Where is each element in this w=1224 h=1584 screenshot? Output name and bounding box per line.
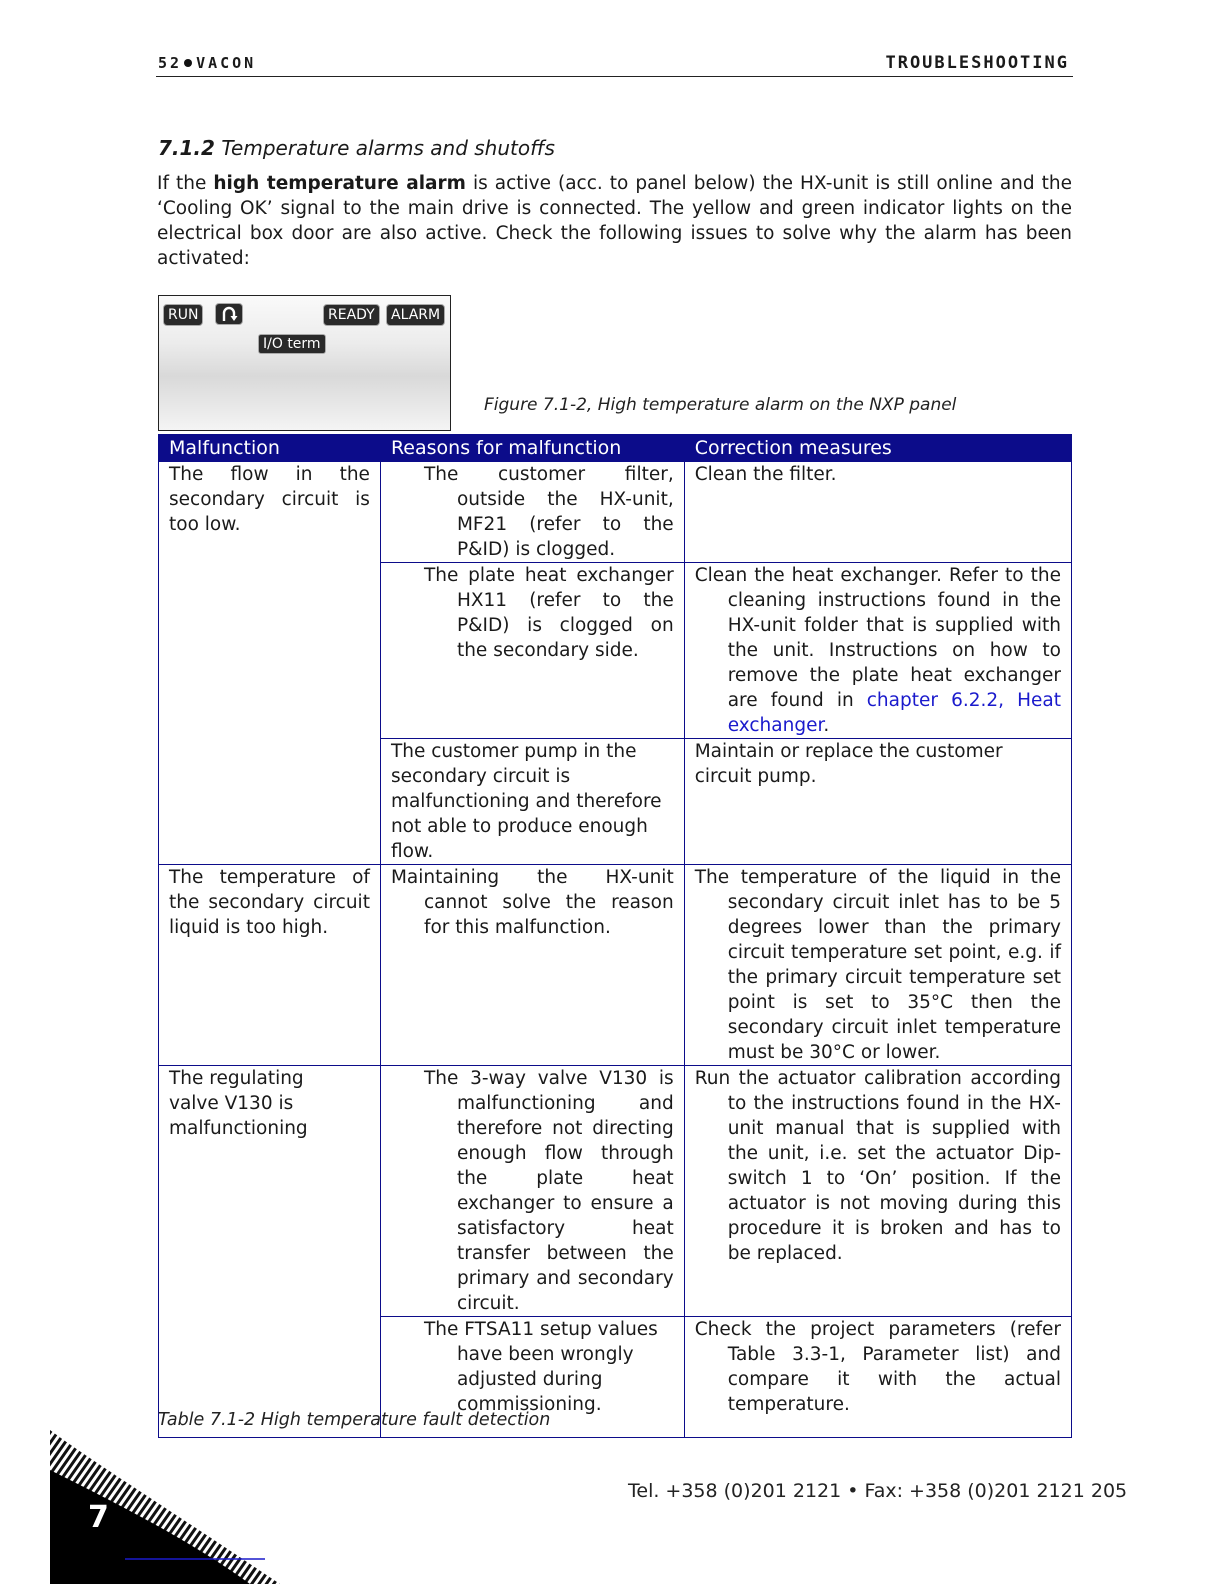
header-left (158, 54, 256, 72)
header-corrections: Correction measures (684, 435, 1071, 462)
section-title: Temperature alarms and shutoffs (221, 136, 555, 160)
figure-caption: Figure 7.1-2, High temperature alarm on the NXP panel (484, 395, 957, 415)
correction-text-end: . (823, 715, 830, 736)
table-row (159, 865, 1072, 1066)
malfunction-cell: The flow in the secondary circuit is too low. (159, 462, 381, 865)
intro-bold-term: high temperature alarm (213, 173, 466, 194)
footer-contact: Tel. +358 (0)201 2121 • Fax: +358 (0)201 2121 205 (628, 1480, 1128, 1502)
alarm-indicator: ALARM (386, 304, 445, 326)
header-malfunction: Malfunction (159, 435, 381, 462)
correction-cell (684, 462, 1071, 563)
reason-text: The plate heat exchanger HX11 (refer to the P&ID) is clogged on the secondary side. (423, 565, 674, 661)
correction-text: Clean the filter. (694, 464, 837, 485)
reason-cell (380, 1066, 684, 1317)
intro-paragraph (157, 171, 1072, 271)
section-heading (158, 136, 555, 160)
reason-cell (380, 563, 684, 739)
page-number: 52 (158, 54, 183, 72)
run-indicator: RUN (163, 304, 203, 326)
correction-cell (684, 865, 1071, 1066)
malfunction-cell: The temperature of the secondary circuit liquid is too high. (159, 865, 381, 1066)
correction-text: The temperature of the liquid in the secondary circuit inlet has to be 5 degrees lower than the primary circuit temperature set point, e.g. if the primary circuit temperature set point is set to 35°C then the secondary circuit inlet temperature must be 30°C or lower. (694, 867, 1061, 1063)
table-caption: Table 7.1-2 High temperature fault detection (158, 1410, 551, 1430)
nxp-panel-figure (158, 295, 451, 431)
section-number: 7.1.2 (158, 136, 215, 160)
correction-cell (684, 563, 1071, 739)
correction-cell (684, 739, 1071, 865)
rotation-arrow-icon (215, 303, 243, 325)
reason-text: Maintaining the HX-unit cannot solve the reason for this malfunction. (390, 867, 674, 938)
table-row (159, 462, 1072, 563)
chapter-corner-graphic (50, 1430, 280, 1584)
correction-text: Run the actuator calibration according to the instructions found in the HX-unit manual that is supplied with the unit, i.e. set the actuator Dip-switch 1 to ‘On’ position. If the actuator is not moving during this procedure it is broken and has to be replaced. (694, 1068, 1061, 1264)
reason-cell (380, 739, 684, 865)
malfunction-cell (159, 1066, 381, 1438)
intro-text-end: is active (acc. to panel below) the HX-unit is still online and the ‘Cooling OK’ signal to the main drive is connected. The yellow and green indicator lights on the electrical box door are also active. Check the following issues to solve why the alarm has been activated: (157, 173, 1073, 269)
ready-indicator: READY (323, 304, 380, 326)
correction-cell (684, 1317, 1071, 1438)
page-header (156, 50, 1073, 77)
io-term-indicator: I/O term (258, 334, 326, 354)
chapter-number: 7 (88, 1500, 109, 1535)
correction-text: Maintain or replace the customer circuit pump. (694, 741, 1003, 787)
reason-cell (380, 462, 684, 563)
intro-text-start: If the (157, 173, 214, 194)
bullet-icon (184, 59, 192, 67)
chapter-link[interactable]: chapter 6.2.2, Heat exchanger (727, 690, 1061, 736)
brand-name: VACON (196, 54, 257, 72)
table-row (159, 1066, 1072, 1317)
malfunction-text: The regulating valve V130 is malfunctioning (169, 1068, 308, 1139)
fault-table (158, 434, 1072, 1438)
table-header-row (159, 435, 1072, 462)
reason-cell (380, 865, 684, 1066)
reason-text: The FTSA11 setup values have been wrongly adjusted during commissioning. (423, 1319, 658, 1415)
correction-text: Check the project parameters (refer Table 3.3-1, Parameter list) and compare it with the actual temperature. (694, 1319, 1061, 1415)
reason-text: The 3-way valve V130 is malfunctioning and therefore not directing enough flow through the plate heat exchanger to ensure a satisfactory heat transfer between the primary and secondary circuit. (423, 1068, 674, 1314)
reason-text: The customer pump in the secondary circuit is malfunctioning and therefore not able to produce enough flow. (390, 741, 662, 862)
correction-text-start: Clean the heat exchanger. Refer to the cleaning instructions found in the HX-unit folder that is supplied with the unit. Instructions on how to remove the plate heat exchanger are found in (694, 565, 1061, 711)
header-section: TROUBLESHOOTING (885, 53, 1069, 73)
reason-text: The customer filter, outside the HX-unit, MF21 (refer to the P&ID) is clogged. (423, 464, 674, 560)
correction-text (695, 563, 1061, 738)
correction-cell (684, 1066, 1071, 1317)
header-reasons: Reasons for malfunction (380, 435, 684, 462)
